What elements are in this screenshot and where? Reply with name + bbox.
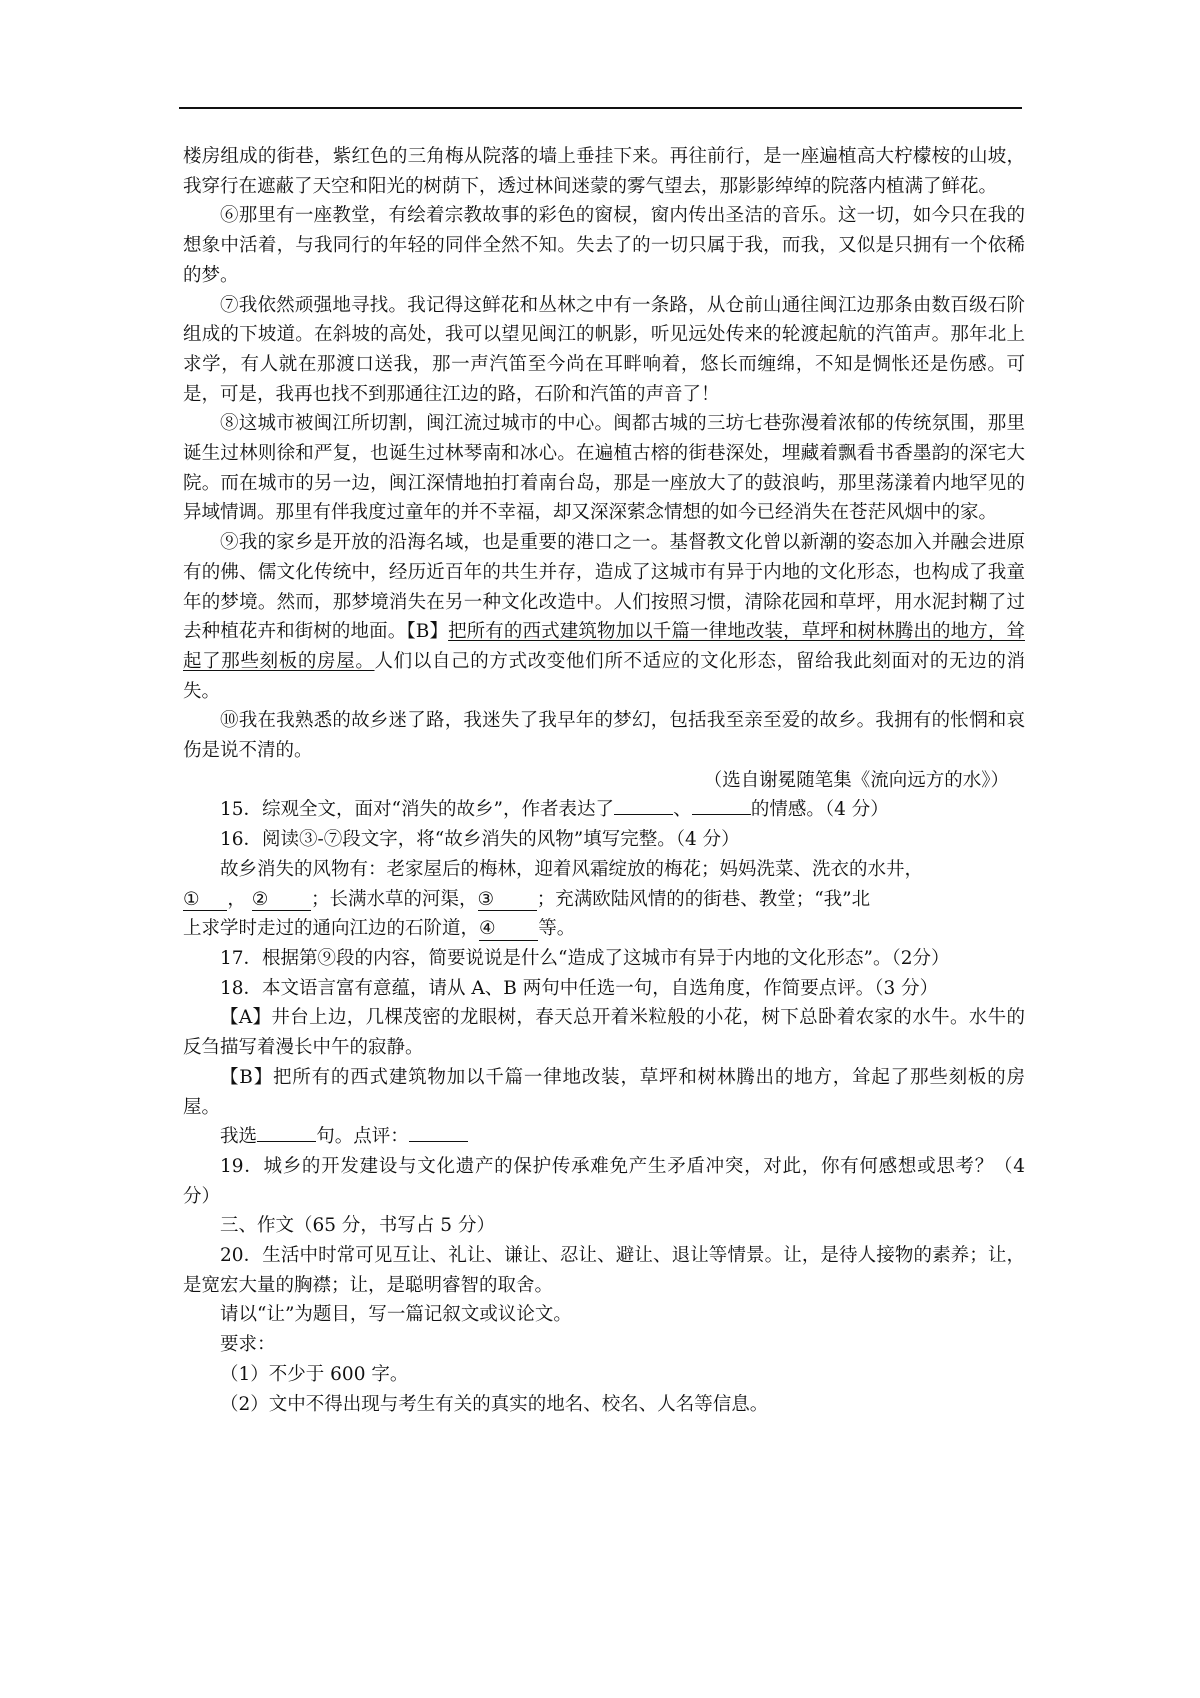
paragraph-9-text-a: ⑨我的家乡是开放的沿海名域，也是重要的港口之一。基督教文化曾以新潮的姿态加入并融会进原有的佛、儒文化传统中，经历近百年的共生并存，造成了这城市有异于内地的文化形态，也构成了我童年的梦境。然而，那梦境消失在另一种文化改造中。人们按照习惯，清除花园和草坪，用水泥封糊了过去种植花卉和街树的地面。: [183, 532, 1025, 643]
q15-separator: 、: [673, 799, 692, 821]
q18-answer-a: 我选: [220, 1126, 258, 1148]
q15-text-a: 15．综观全文，面对“消失的故乡”，作者表达了: [220, 799, 614, 821]
question-17: 17．根据第⑨段的内容，简要说说是什么“造成了这城市有异于内地的文化形态”。（2分）: [220, 947, 950, 969]
passage-paragraph-10: ⑩我在我熟悉的故乡迷了路，我迷失了我早年的梦幻，包括我至亲至爱的故乡。我拥有的怅惘和哀伤是说不清的。: [183, 710, 1025, 762]
passage-paragraph-7: ⑦我依然顽强地寻找。我记得这鲜花和丛林之中有一条路，从仓前山通往闽江边那条由数百级石阶组成的下坡道。在斜坡的高处，我可以望见闽江的帆影，听见远处传来的轮渡起航的汽笛声。那年北上求学，有人就在那渡口送我，那一声汽笛至今尚在耳畔响着，悠长而缠绵，不知是惆怅还是伤感。可是，可是，我再也找不到那通往江边的路，石阶和汽笛的声音了！: [183, 294, 1025, 405]
requirements-title: 要求：: [220, 1334, 276, 1356]
q16-line-3: [183, 914, 1025, 944]
header-rule: [179, 107, 1022, 109]
document-body: [183, 142, 1025, 1419]
q18-blank-comment[interactable]: [409, 1141, 468, 1142]
requirement-1: （1）不少于 600 字。: [220, 1363, 409, 1385]
passage-paragraph-continued: 楼房组成的街巷，紫红色的三角梅从院落的墙上垂挂下来。再往前行，是一座遍植高大柠檬桉的山坡，我穿行在遮蔽了天空和阳光的树荫下，透过林间迷蒙的雾气望去，那影影绰绰的院落内植满了鲜花。: [183, 146, 1025, 197]
q16-line-2: [183, 885, 1025, 915]
passage-paragraph-9: [183, 528, 1025, 706]
question-20: 20．生活中时常可见互让、礼让、谦让、忍让、避让、退让等情景。让，是待人接物的素养；让，是宽宏大量的胸襟；让，是聪明睿智的取舍。: [183, 1245, 1025, 1296]
paragraph-9-underlined-sentence: 把所有的西式建筑物加以千篇一律地改装，草坪和树林腾出的地方，耸起了那些刻板的房屋。: [183, 621, 1025, 672]
question-18: 18．本文语言富有意蕴，请从 A、B 两句中任选一句，自选角度，作简要点评。（3 分）: [220, 977, 939, 999]
q15-blank-1[interactable]: [614, 814, 673, 815]
q16-line-1: 故乡消失的风物有：老家屋后的梅林，迎着风霜绽放的梅花；妈妈洗菜、洗衣的水井，: [220, 858, 924, 880]
question-18-sentence-a: 【A】井台上边，几棵茂密的龙眼树，春天总开着米粒般的小花，树下总卧着农家的水牛。水牛的反刍描写着漫长中午的寂静。: [183, 1007, 1025, 1059]
passage-source: （选自谢冕随笔集《流向远方的水》）: [703, 769, 1009, 791]
q16-sep-1: ，: [227, 888, 246, 910]
q18-answer-b: 句。点评：: [316, 1126, 409, 1148]
q16-blank-1[interactable]: ①: [183, 890, 227, 911]
requirement-2: （2）文中不得出现与考生有关的真实的地名、校名、人名等信息。: [220, 1393, 769, 1415]
paragraph-9-text-b: 人们以自己的方式改变他们所不适应的文化形态，留给我此刻面对的无边的消失。: [183, 650, 1025, 702]
q16-end: 等。: [538, 918, 576, 940]
q15-blank-2[interactable]: [692, 814, 751, 815]
question-15: [183, 795, 1025, 825]
question-18-answer-line: [183, 1122, 1025, 1152]
question-18-sentence-b: 【B】把所有的西式建筑物加以千篇一律地改装，草坪和树林腾出的地方，耸起了那些刻板的房屋。: [183, 1066, 1025, 1118]
q16-blank-4[interactable]: ④: [479, 919, 538, 940]
question-16: 16．阅读③-⑦段文字，将“故乡消失的风物”填写完整。（4 分）: [220, 829, 740, 851]
q16-line-3-text: 上求学时走过的通向江边的石阶道，: [183, 918, 480, 940]
section-3-heading: 三、作文（65 分，书写占 5 分）: [220, 1215, 495, 1237]
passage-paragraph-6: ⑥那里有一座教堂，有绘着宗教故事的彩色的窗棂，窗内传出圣洁的音乐。这一切，如今只在我的想象中活着，与我同行的年轻的同伴全然不知。失去了的一切只属于我，而我，又似是只拥有一个依稀的梦。: [183, 205, 1025, 286]
q16-text-3: ；充满欧陆风情的的街巷、教堂；“我”北: [536, 888, 871, 910]
q18-blank-choice[interactable]: [257, 1141, 316, 1142]
q16-blank-2[interactable]: ②: [252, 890, 311, 911]
passage-paragraph-8: ⑧这城市被闽江所切割，闽江流过城市的中心。闽都古城的三坊七巷弥漫着浓郁的传统氛围，那里诞生过林则徐和严复，也诞生过林琴南和冰心。在遍植古榕的街巷深处，埋藏着飘看书香墨韵的深宅大院。而在城市的另一边，闽江深情地拍打着南台岛，那是一座放大了的鼓浪屿，那里荡漾着内地罕见的异域情调。那里有伴我度过童年的并不幸福，却又深深萦念情想的如今已经消失在苍茫风烟中的家。: [183, 413, 1025, 524]
q16-text-2: ；长满水草的河渠，: [310, 888, 478, 910]
question-20-prompt: 请以“让”为题目，写一篇记叙文或议论文。: [220, 1304, 572, 1326]
q15-text-b: 的情感。（4 分）: [750, 799, 889, 821]
q16-blank-3[interactable]: ③: [478, 890, 537, 911]
paragraph-9-tag-b: 【B】: [406, 621, 449, 643]
question-19: 19．城乡的开发建设与文化遗产的保护传承难免产生矛盾冲突，对此，你有何感想或思考？（4 分）: [183, 1155, 1025, 1207]
